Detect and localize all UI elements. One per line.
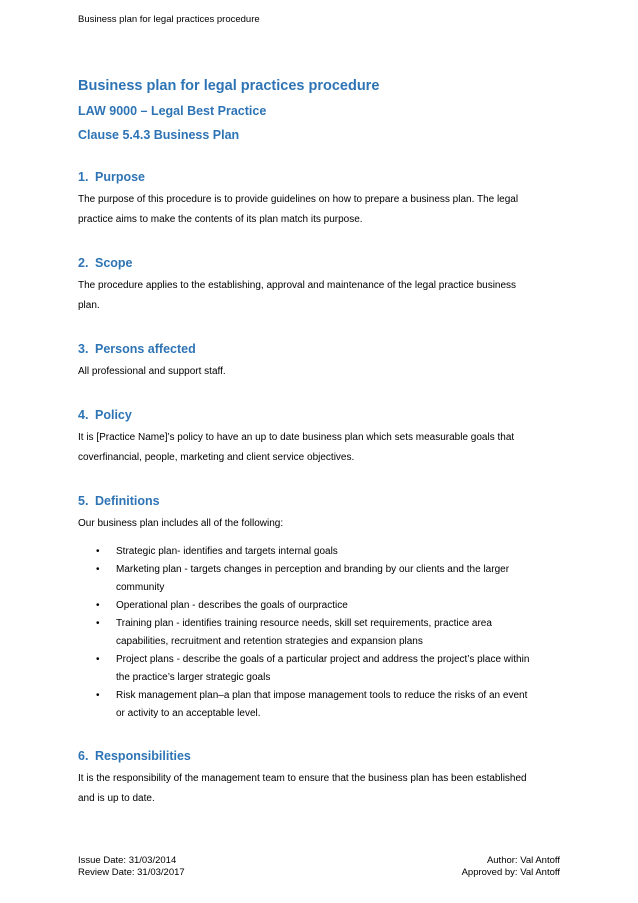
section-3 [78,342,560,382]
list-item [96,687,560,723]
list-item-line: or activity to an acceptable level. [116,708,261,719]
list-item-line: Strategic plan- identifies and targets internal goals [116,546,338,557]
paragraph-line: The purpose of this procedure is to provide guidelines on how to prepare a business plan. The legal [78,194,519,205]
section-2 [78,256,560,316]
section-number: 1. [78,170,89,184]
paragraph-line: plan. [78,300,100,311]
list-item-line: Training plan - identifies training resource needs, skill set requirements, practice area [116,618,492,629]
page-footer [78,855,560,879]
section-paragraph [78,514,560,534]
section-paragraph [78,428,560,468]
section-heading-text: Definitions [95,494,160,508]
section-heading-text: Responsibilities [95,749,191,763]
section-paragraph [78,276,560,316]
section-number: 2. [78,256,89,270]
footer-approved-by: Approved by: Val Antoff [461,867,560,878]
footer-review-date: Review Date: 31/03/2017 [78,867,185,878]
section-number: 5. [78,494,89,508]
section-heading-text: Persons affected [95,342,196,356]
bullet-icon: • [96,690,100,701]
footer-author: Author: Val Antoff [486,855,560,866]
bullet-icon: • [96,564,100,575]
section-6 [78,749,560,809]
section-paragraph [78,769,560,809]
section-number: 3. [78,342,89,356]
list-item-line: Risk management plan–a plan that impose management tools to reduce the risks of an event [116,690,528,701]
list-item-line: community [116,582,165,593]
bullet-icon: • [96,654,100,665]
list-item-line: Marketing plan - targets changes in perception and branding by our clients and the larger [116,564,510,575]
document-standard: LAW 9000 – Legal Best Practice [78,104,267,118]
section-heading [78,749,560,763]
list-item [96,615,560,651]
document-clause: Clause 5.4.3 Business Plan [78,128,240,142]
paragraph-line: It is the responsibility of the management team to ensure that the business plan has been established [78,773,527,784]
paragraph-line: and is up to date. [78,793,155,804]
list-item-line: Operational plan - describes the goals of ourpractice [116,600,348,611]
section-heading [78,170,560,184]
list-item-line: capabilities, recruitment and retention strategies and expansion plans [116,636,423,647]
section-heading [78,256,560,270]
section-1 [78,170,560,230]
paragraph-line: It is [Practice Name]’s policy to have an up to date business plan which sets measurable goals that [78,432,515,443]
section-number: 4. [78,408,89,422]
footer-issue-date: Issue Date: 31/03/2014 [78,855,177,866]
paragraph-line: The procedure applies to the establishing, approval and maintenance of the legal practice business [78,280,517,291]
definitions-list [78,543,560,723]
sections-container [78,170,560,809]
bullet-icon: • [96,618,100,629]
section-5 [78,494,560,723]
section-heading-text: Policy [95,408,132,422]
paragraph-line: coverfinancial, people, marketing and client service objectives. [78,452,355,463]
document-body [78,78,560,809]
section-number: 6. [78,749,89,763]
section-paragraph [78,362,560,382]
section-heading [78,408,560,422]
bullet-icon: • [96,600,100,611]
list-item-line: Project plans - describe the goals of a particular project and address the project’s place within [116,654,530,665]
list-item [96,597,560,615]
list-item [96,561,560,597]
running-header: Business plan for legal practices procedure [78,14,260,25]
section-4 [78,408,560,468]
bullet-icon: • [96,546,100,557]
list-item [96,543,560,561]
section-heading-text: Scope [95,256,133,270]
paragraph-line: practice aims to make the contents of its plan match its purpose. [78,214,363,225]
document-title: Business plan for legal practices procedure [78,78,380,94]
paragraph-line: Our business plan includes all of the following: [78,518,284,529]
section-heading-text: Purpose [95,170,146,184]
paragraph-line: All professional and support staff. [78,366,226,377]
list-item-line: the practice’s larger strategic goals [116,672,271,683]
section-heading [78,494,560,508]
section-paragraph [78,190,560,230]
section-heading [78,342,560,356]
list-item [96,651,560,687]
